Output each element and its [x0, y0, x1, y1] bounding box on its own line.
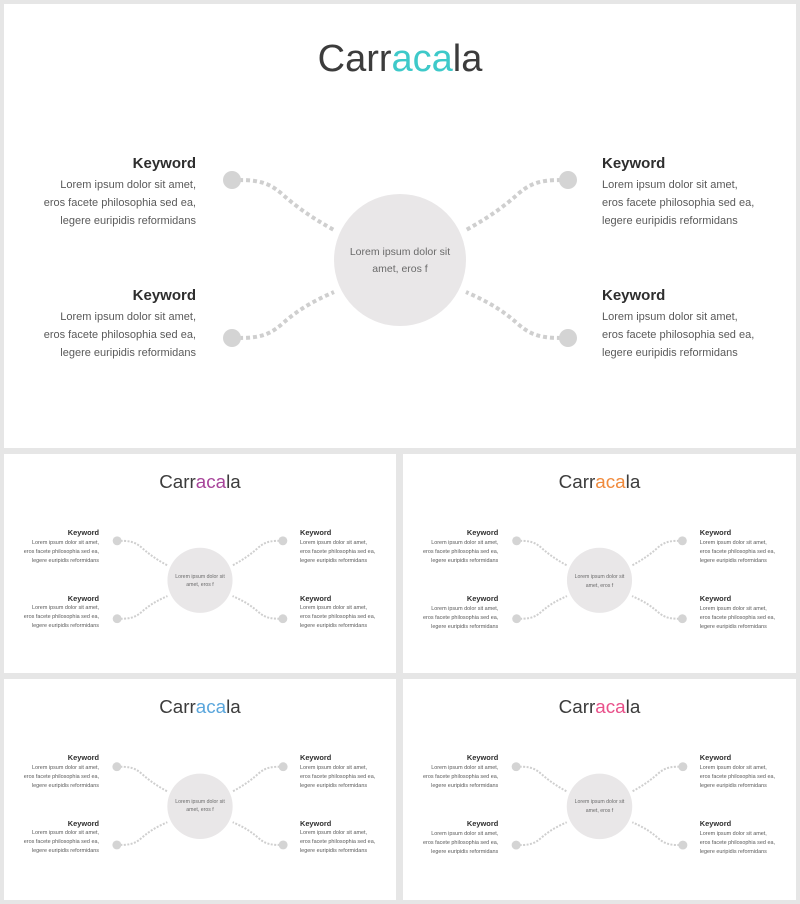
keyword-block-bottom-right — [602, 284, 754, 362]
keyword-text-line: Lorem ipsum dolor sit amet, — [60, 311, 196, 323]
connector-node — [678, 536, 687, 545]
dotted-connector — [632, 596, 682, 619]
keyword-block-bottom-right — [300, 818, 375, 857]
slide-title — [403, 471, 796, 493]
keyword-text-line: eros facete philosophia sed ea, — [423, 774, 499, 781]
connector-node — [112, 762, 121, 771]
dotted-connector — [466, 180, 568, 230]
title-prefix: Carr — [159, 695, 196, 717]
title-prefix: Carr — [317, 38, 392, 80]
keyword-text-line: eros facete philosophia sed ea, — [299, 839, 376, 846]
keyword-block-top-left — [423, 527, 498, 566]
title-prefix: Carr — [159, 470, 196, 492]
center-text-line: amet, eros f — [585, 582, 614, 589]
center-circle-text — [167, 573, 232, 590]
center-text-line: amet, eros f — [372, 263, 428, 275]
keyword-text-line: eros facete philosophia sed ea, — [23, 774, 100, 781]
keyword-heading: Keyword — [466, 593, 499, 603]
slide-title — [4, 38, 796, 81]
keyword-text-line: Lorem ipsum dolor sit amet, — [431, 765, 499, 772]
keyword-text-line: Lorem ipsum dolor sit amet, — [60, 179, 196, 191]
keyword-heading: Keyword — [699, 593, 732, 603]
connector-node — [678, 762, 687, 771]
keyword-text-line: legere euripidis reformidans — [299, 782, 368, 789]
keyword-heading: Keyword — [699, 528, 732, 538]
keyword-text-line: eros facete philosophia sed ea, — [423, 614, 499, 621]
keyword-text-line: legere euripidis reformidans — [60, 215, 196, 227]
keyword-text-line: eros facete philosophia sed ea, — [423, 839, 499, 846]
connector-node — [279, 762, 288, 771]
keyword-text-line: legere euripidis reformidans — [31, 557, 100, 564]
keyword-text-line: eros facete philosophia sed ea, — [299, 549, 376, 556]
slide-title — [4, 696, 396, 718]
connector-node — [678, 614, 687, 623]
dotted-connector — [233, 541, 283, 566]
keyword-heading: Keyword — [602, 155, 666, 172]
keyword-text-line: legere euripidis reformidans — [31, 848, 100, 855]
keyword-text-line: Lorem ipsum dolor sit amet, — [31, 605, 100, 612]
keyword-block-bottom-right — [300, 593, 375, 632]
keyword-text-line: Lorem ipsum dolor sit amet, — [699, 765, 767, 772]
title-suffix: la — [452, 38, 483, 80]
keyword-text-line: eros facete philosophia sed ea, — [299, 614, 376, 621]
center-circle-text — [334, 244, 466, 278]
keyword-text-line: Lorem ipsum dolor sit amet, — [431, 830, 499, 837]
center-circle-text — [567, 573, 633, 590]
connector-node — [113, 614, 122, 623]
keyword-text-line: legere euripidis reformidans — [602, 215, 738, 227]
center-text-line: Lorem ipsum dolor sit — [175, 798, 225, 805]
center-text-line: Lorem ipsum dolor sit — [574, 574, 625, 581]
connector-node — [559, 171, 577, 189]
keyword-text-line: eros facete philosophia sed ea, — [23, 549, 100, 556]
keyword-heading: Keyword — [466, 528, 499, 538]
keyword-text-line: legere euripidis reformidans — [602, 347, 738, 359]
title-suffix: la — [226, 470, 241, 492]
connector-node — [279, 840, 288, 849]
title-highlight: aca — [595, 695, 626, 717]
keyword-text-line: legere euripidis reformidans — [31, 623, 100, 630]
keyword-block-bottom-right — [700, 593, 775, 632]
connector-node — [512, 614, 521, 623]
slide-main[interactable] — [4, 4, 796, 448]
keyword-text-line: eros facete philosophia sed ea, — [23, 614, 100, 621]
keyword-heading: Keyword — [299, 593, 332, 603]
keyword-text-line: eros facete philosophia sed ea, — [23, 839, 100, 846]
keyword-text-line: Lorem ipsum dolor sit amet, — [31, 765, 100, 772]
center-circle-text — [567, 798, 633, 815]
keyword-text-line: legere euripidis reformidans — [431, 848, 499, 855]
dotted-connector — [466, 292, 568, 338]
connector-node — [113, 536, 122, 545]
dotted-connector — [517, 596, 567, 619]
keyword-block-bottom-right — [700, 818, 775, 857]
slide-variant-blue[interactable] — [4, 679, 396, 900]
slide-title — [403, 696, 796, 718]
keyword-heading: Keyword — [602, 287, 666, 304]
keyword-text-line: Lorem ipsum dolor sit amet, — [31, 540, 100, 547]
slide-variant-orange[interactable] — [403, 454, 796, 673]
keyword-heading: Keyword — [299, 753, 332, 763]
keyword-heading: Keyword — [466, 753, 499, 763]
keyword-text-line: legere euripidis reformidans — [699, 623, 767, 630]
keyword-text-line: legere euripidis reformidans — [699, 848, 767, 855]
keyword-heading: Keyword — [299, 818, 332, 828]
connector-node — [223, 171, 241, 189]
dotted-connector — [117, 767, 167, 792]
dotted-connector — [632, 767, 683, 792]
keyword-heading: Keyword — [67, 818, 100, 828]
dotted-connector — [517, 541, 567, 566]
keyword-text-line: Lorem ipsum dolor sit amet, — [31, 830, 100, 837]
center-text-line: amet, eros f — [585, 807, 614, 814]
slide-variant-pink[interactable] — [403, 679, 796, 900]
keyword-text-line: Lorem ipsum dolor sit amet, — [299, 765, 368, 772]
keyword-text-line: Lorem ipsum dolor sit amet, — [699, 605, 767, 612]
keyword-block-top-left — [24, 527, 99, 566]
keyword-block-bottom-left — [423, 818, 498, 857]
keyword-text-line: eros facete philosophia sed ea, — [699, 839, 776, 846]
dotted-connector — [117, 596, 167, 619]
dotted-connector — [233, 596, 283, 619]
title-highlight: aca — [195, 470, 227, 492]
keyword-heading: Keyword — [132, 155, 196, 172]
keyword-block-bottom-left — [44, 284, 196, 362]
keyword-block-top-left — [44, 152, 196, 230]
keyword-text-line: Lorem ipsum dolor sit amet, — [299, 605, 368, 612]
title-suffix: la — [625, 470, 641, 492]
keyword-heading: Keyword — [67, 593, 100, 603]
keyword-heading: Keyword — [67, 753, 100, 763]
keyword-text-line: legere euripidis reformidans — [299, 623, 368, 630]
dotted-connector — [233, 767, 283, 792]
dotted-connector — [232, 292, 334, 338]
keyword-heading: Keyword — [67, 528, 100, 538]
keyword-text-line: eros facete philosophia sed ea, — [423, 549, 499, 556]
keyword-text-line: legere euripidis reformidans — [431, 558, 499, 565]
center-text-line: Lorem ipsum dolor sit — [574, 799, 625, 806]
connector-node — [678, 841, 687, 850]
center-text-line: Lorem ipsum dolor sit — [175, 573, 225, 580]
keyword-text-line: Lorem ipsum dolor sit amet, — [699, 830, 767, 837]
keyword-text-line: legere euripidis reformidans — [431, 783, 499, 790]
title-prefix: Carr — [558, 470, 596, 492]
keyword-heading: Keyword — [132, 287, 196, 304]
keyword-text-line: eros facete philosophia sed ea, — [299, 774, 376, 781]
keyword-block-bottom-left — [24, 593, 99, 632]
keyword-text-line: eros facete philosophia sed ea, — [43, 197, 196, 209]
keyword-text-line: Lorem ipsum dolor sit amet, — [431, 605, 499, 612]
title-highlight: aca — [391, 38, 453, 80]
dotted-connector — [117, 541, 167, 566]
keyword-block-top-left — [423, 752, 498, 791]
keyword-block-top-right — [602, 152, 754, 230]
keyword-text-line: eros facete philosophia sed ea, — [43, 329, 196, 341]
keyword-text-line: legere euripidis reformidans — [699, 783, 767, 790]
keyword-text-line: Lorem ipsum dolor sit amet, — [299, 830, 368, 837]
keyword-text-line: eros facete philosophia sed ea, — [699, 774, 776, 781]
keyword-text-line: legere euripidis reformidans — [31, 782, 100, 789]
center-text-line: amet, eros f — [186, 582, 214, 589]
keyword-block-top-right — [700, 752, 775, 791]
dotted-connector — [516, 822, 567, 845]
keyword-heading: Keyword — [466, 818, 499, 828]
keyword-text-line: Lorem ipsum dolor sit amet, — [699, 540, 767, 547]
slide-variant-purple[interactable] — [4, 454, 396, 673]
title-prefix: Carr — [558, 695, 596, 717]
connector-node — [559, 329, 577, 347]
connector-node — [223, 329, 241, 347]
keyword-text-line: legere euripidis reformidans — [60, 347, 196, 359]
keyword-block-top-right — [300, 527, 375, 566]
title-suffix: la — [625, 695, 641, 717]
keyword-heading: Keyword — [699, 818, 732, 828]
keyword-block-top-right — [300, 752, 375, 791]
keyword-text-line: legere euripidis reformidans — [299, 557, 368, 564]
keyword-text-line: legere euripidis reformidans — [299, 848, 368, 855]
keyword-text-line: eros facete philosophia sed ea, — [699, 614, 776, 621]
keyword-text-line: legere euripidis reformidans — [431, 623, 499, 630]
dotted-connector — [233, 822, 283, 845]
connector-node — [512, 536, 521, 545]
dotted-connector — [632, 541, 682, 566]
connector-node — [512, 841, 521, 850]
title-suffix: la — [226, 695, 241, 717]
connector-node — [112, 840, 121, 849]
title-highlight: aca — [195, 695, 227, 717]
center-text-line: amet, eros f — [186, 807, 214, 814]
keyword-heading: Keyword — [699, 753, 732, 763]
keyword-block-bottom-left — [24, 818, 99, 857]
keyword-text-line: eros facete philosophia sed ea, — [602, 197, 755, 209]
keyword-block-top-right — [700, 527, 775, 566]
keyword-block-bottom-left — [423, 593, 498, 632]
keyword-text-line: Lorem ipsum dolor sit amet, — [299, 540, 368, 547]
dotted-connector — [117, 822, 167, 845]
title-highlight: aca — [595, 470, 626, 492]
keyword-text-line: Lorem ipsum dolor sit amet, — [431, 540, 499, 547]
center-circle-text — [167, 798, 232, 815]
slide-title — [4, 471, 396, 493]
connector-node — [278, 614, 287, 623]
keyword-text-line: eros facete philosophia sed ea, — [699, 549, 776, 556]
keyword-block-top-left — [24, 752, 99, 791]
keyword-text-line: Lorem ipsum dolor sit amet, — [602, 179, 738, 191]
dotted-connector — [632, 822, 683, 845]
connector-node — [512, 762, 521, 771]
connector-node — [278, 536, 287, 545]
keyword-text-line: legere euripidis reformidans — [699, 558, 767, 565]
keyword-heading: Keyword — [299, 528, 332, 538]
center-text-line: Lorem ipsum dolor sit — [349, 246, 451, 258]
keyword-text-line: Lorem ipsum dolor sit amet, — [602, 311, 738, 323]
dotted-connector — [232, 180, 334, 230]
keyword-text-line: eros facete philosophia sed ea, — [602, 329, 755, 341]
dotted-connector — [516, 767, 567, 792]
